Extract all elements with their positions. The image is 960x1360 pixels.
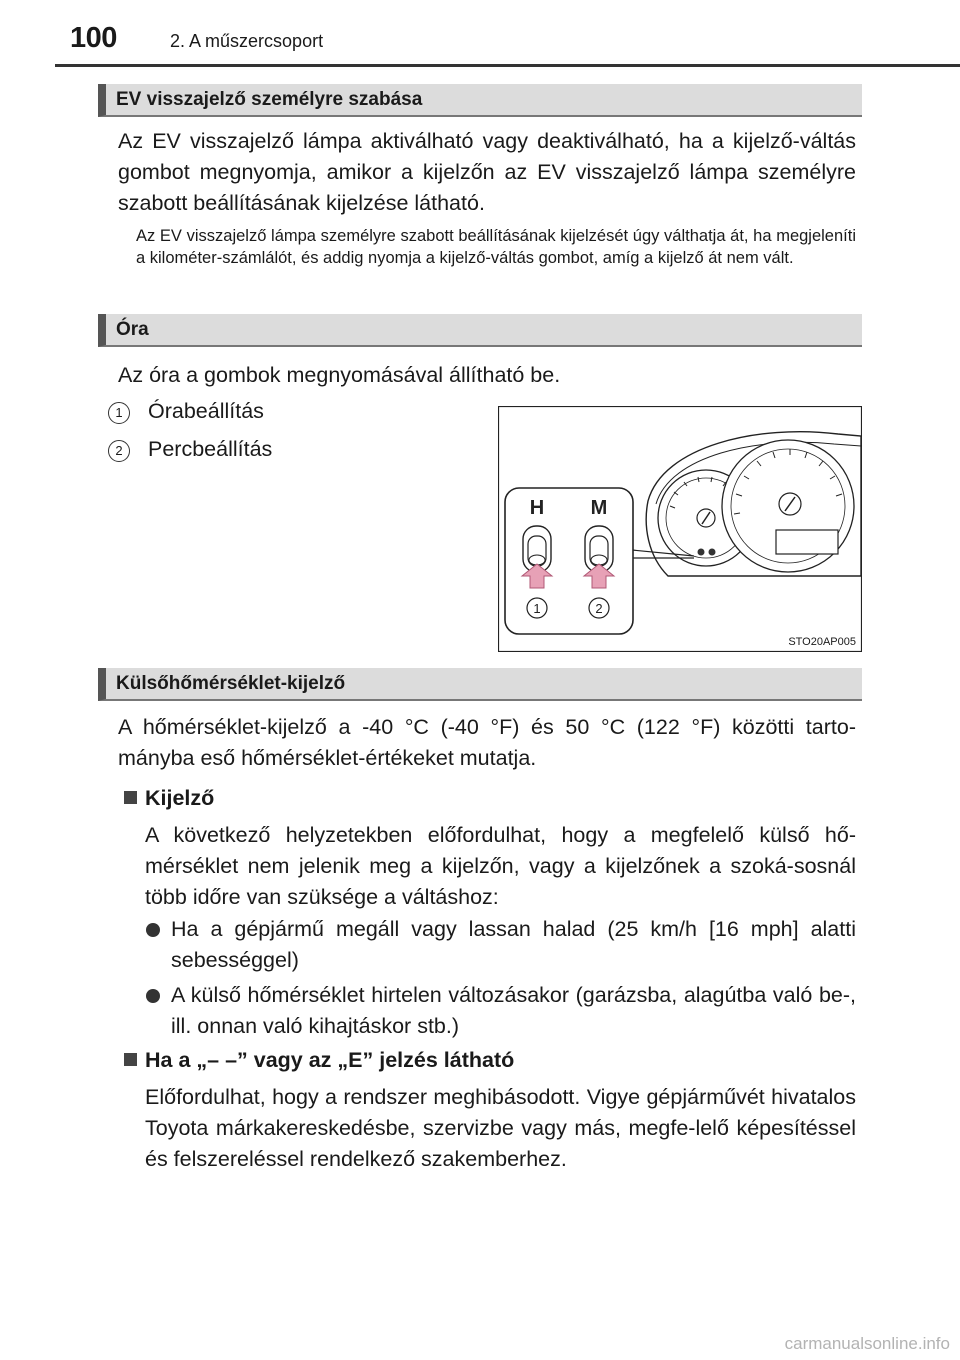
temp-paragraph: A hőmérséklet-kijelző a -40 °C (-40 °F) és 50 °C (122 °F) közötti tarto-mányba eső hőmérséklet-értékeket mutatja. [118,715,856,770]
clock-figure [498,406,862,652]
figure-callout-1: 1 [533,601,541,616]
section-title: EV visszajelző személyre szabása [116,89,423,110]
bullet-item [146,980,856,1042]
square-bullet-icon [124,1053,137,1066]
section-title: Külsőhőmérséklet-kijelző [116,673,346,694]
bullet-text: Ha a gépjármű megáll vagy lassan halad (25 km/h [16 mph] alatti sebességgel) [171,917,856,972]
clock-item-minute [108,437,272,462]
bullet-dot-icon [146,923,160,937]
watermark: carmanualsonline.info [784,1334,950,1353]
bullet-text: A külső hőmérséklet hirtelen változásakor (garázsba, alagútba való be-, ill. onnan való kihajtáskor stb.) [171,983,856,1038]
subheading-text: Ha a „– –” vagy az „E” jelzés látható [145,1048,515,1072]
section-heading-clock [98,314,862,347]
square-bullet-icon [124,791,137,804]
error-paragraph: Előfordulhat, hogy a rendszer meghibásodott. Vigye gépjárművét hivatalos Toyota márkakereskedésbe, szervizbe vagy más, megfe-lelő képesítéssel és felszereléssel rendelkező szakemberhez. [145,1085,856,1171]
figure-callout-2: 2 [595,601,603,616]
header-rule [55,64,960,67]
ev-note: Az EV visszajelző lámpa személyre szabott beállításának kijelzését úgy válthatja át, ha megjeleníti a kilométer-számlálót, és addig nyomja a kijelző-váltás gombot, amíg a kijelző át nem vált. [136,227,856,267]
section-heading-temperature [98,668,862,701]
bullet-item [146,914,856,976]
subheading-display [124,786,214,811]
display-paragraph: A következő helyzetekben előfordulhat, hogy a megfelelő külső hő-mérséklet nem jelenik meg a kijelzőn, vagy a kijelzőnek a szoká-sosnál több időre van szüksége a váltáshoz: [145,823,856,909]
clock-item-label: Percbeállítás [147,437,273,461]
clock-paragraph: Az óra a gombok megnyomásával állítható be. [118,363,561,387]
ev-paragraph: Az EV visszajelző lámpa aktiválható vagy deaktiválható, ha a kijelző-váltás gombot megnyomja, amikor a kijelzőn az EV visszajelző lámpa személyre szabott beállításának kijelzése látható. [118,129,856,215]
clock-item-label: Órabeállítás [147,399,264,423]
subheading-text: Kijelző [145,786,215,810]
clock-item-hour [108,399,264,424]
section-title: Óra [116,319,149,340]
page-number: 100 [70,22,117,54]
chapter-title: 2. A műszercsoport [170,31,324,51]
subheading-error [124,1048,514,1073]
button-m-label: M [590,497,608,519]
callout-number: 1 [108,402,130,424]
section-heading-ev [98,84,862,117]
callout-number: 2 [108,440,130,462]
button-h-label: H [529,497,545,519]
figure-code: STO20AP005 [788,636,856,648]
bullet-dot-icon [146,989,160,1003]
instrument-cluster-illustration [498,406,862,652]
page-header [0,0,960,70]
